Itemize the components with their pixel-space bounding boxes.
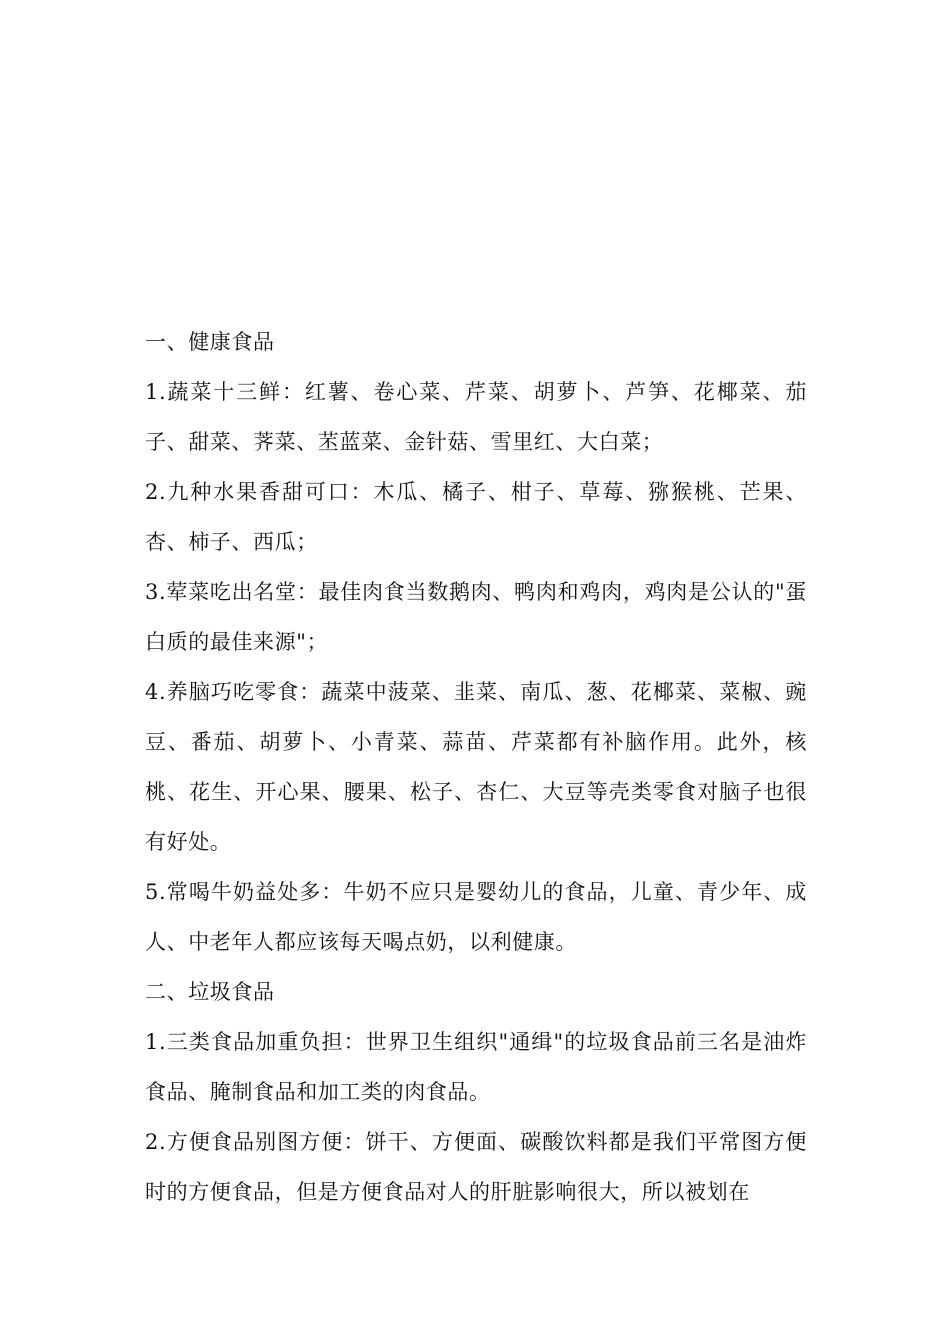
paragraph-brain-snacks: 4.养脑巧吃零食：蔬菜中菠菜、韭菜、南瓜、葱、花椰菜、菜椒、豌豆、番茄、胡萝卜、小青菜、蒜苗、芹菜都有补脑作用。此外，核桃、花生、开心果、腰果、松子、杏仁、大豆等壳类零食对脑子也很有好处。	[145, 680, 807, 854]
paragraph-convenience-food: 2.方便食品别图方便：饼干、方便面、碳酸饮料都是我们平常图方便时的方便食品，但是方便食品对人的肝脏影响很大，所以被划在	[145, 1130, 807, 1204]
paragraph-milk: 5.常喝牛奶益处多：牛奶不应只是婴幼儿的食品，儿童、青少年、成人、中老年人都应该每天喝点奶，以利健康。	[145, 880, 807, 954]
paragraph-fruits: 2.九种水果香甜可口：木瓜、橘子、柑子、草莓、猕猴桃、芒果、杏、柿子、西瓜；	[145, 480, 807, 554]
paragraph-meat: 3.荤菜吃出名堂：最佳肉食当数鹅肉、鸭肉和鸡肉，鸡肉是公认的"蛋白质的最佳来源"；	[145, 580, 807, 654]
paragraph-three-foods: 1.三类食品加重负担：世界卫生组织"通缉"的垃圾食品前三名是油炸食品、腌制食品和加工类的肉食品。	[145, 1030, 807, 1104]
document-body	[145, 317, 807, 1217]
section-heading-healthy-food: 一、健康食品	[145, 330, 275, 354]
section-heading-junk-food: 二、垃圾食品	[145, 980, 275, 1004]
paragraph-vegetables: 1.蔬菜十三鲜：红薯、卷心菜、芹菜、胡萝卜、芦笋、花椰菜、茄子、甜菜、荠菜、苤蓝菜、金针菇、雪里红、大白菜；	[145, 380, 807, 454]
